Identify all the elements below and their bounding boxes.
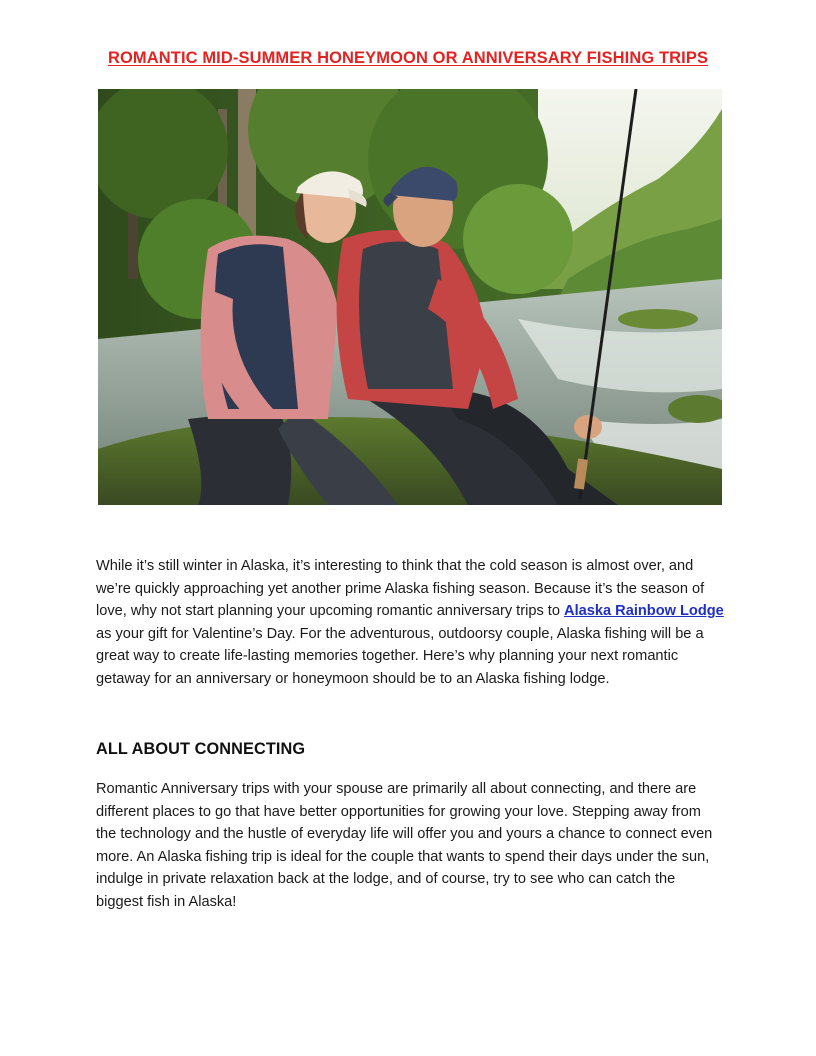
page-title: ROMANTIC MID-SUMMER HONEYMOON OR ANNIVERSARY FISHING TRIPS [107, 49, 709, 67]
intro-text-before-link: While it’s still winter in Alaska, it’s interesting to think that the cold season is almost over, and we’re quickly approaching yet another prime Alaska fishing season. Because it’s the season of love, why not start planning your upcoming romantic anniversary trips to [96, 558, 705, 620]
intro-paragraph [96, 555, 724, 691]
intro-text-after-link: as your gift for Valentine’s Day. For the adventurous, outdoorsy couple, Alaska fishing will be a great way to create life-lasting memories together. Here’s why planning your next romantic getaway for an anniversary or honeymoon should be to an Alaska fishing lodge. [96, 625, 704, 687]
connecting-paragraph: Romantic Anniversary trips with your spouse are primarily all about connecting, and there are different places to go that have better opportunities for growing your love. Stepping away from the technology and the hustle of everyday life will offer you and yours a chance to connect even more. An Alaska fishing trip is ideal for the couple that wants to spend their days under the sun, indulge in private relaxation back at the lodge, and of course, try to see who can catch the biggest fish in Alaska! [96, 781, 713, 910]
couple-fishing-photo [98, 89, 722, 505]
alaska-rainbow-lodge-link[interactable]: Alaska Rainbow Lodge [564, 603, 724, 620]
section-heading: ALL ABOUT CONNECTING [96, 740, 306, 758]
